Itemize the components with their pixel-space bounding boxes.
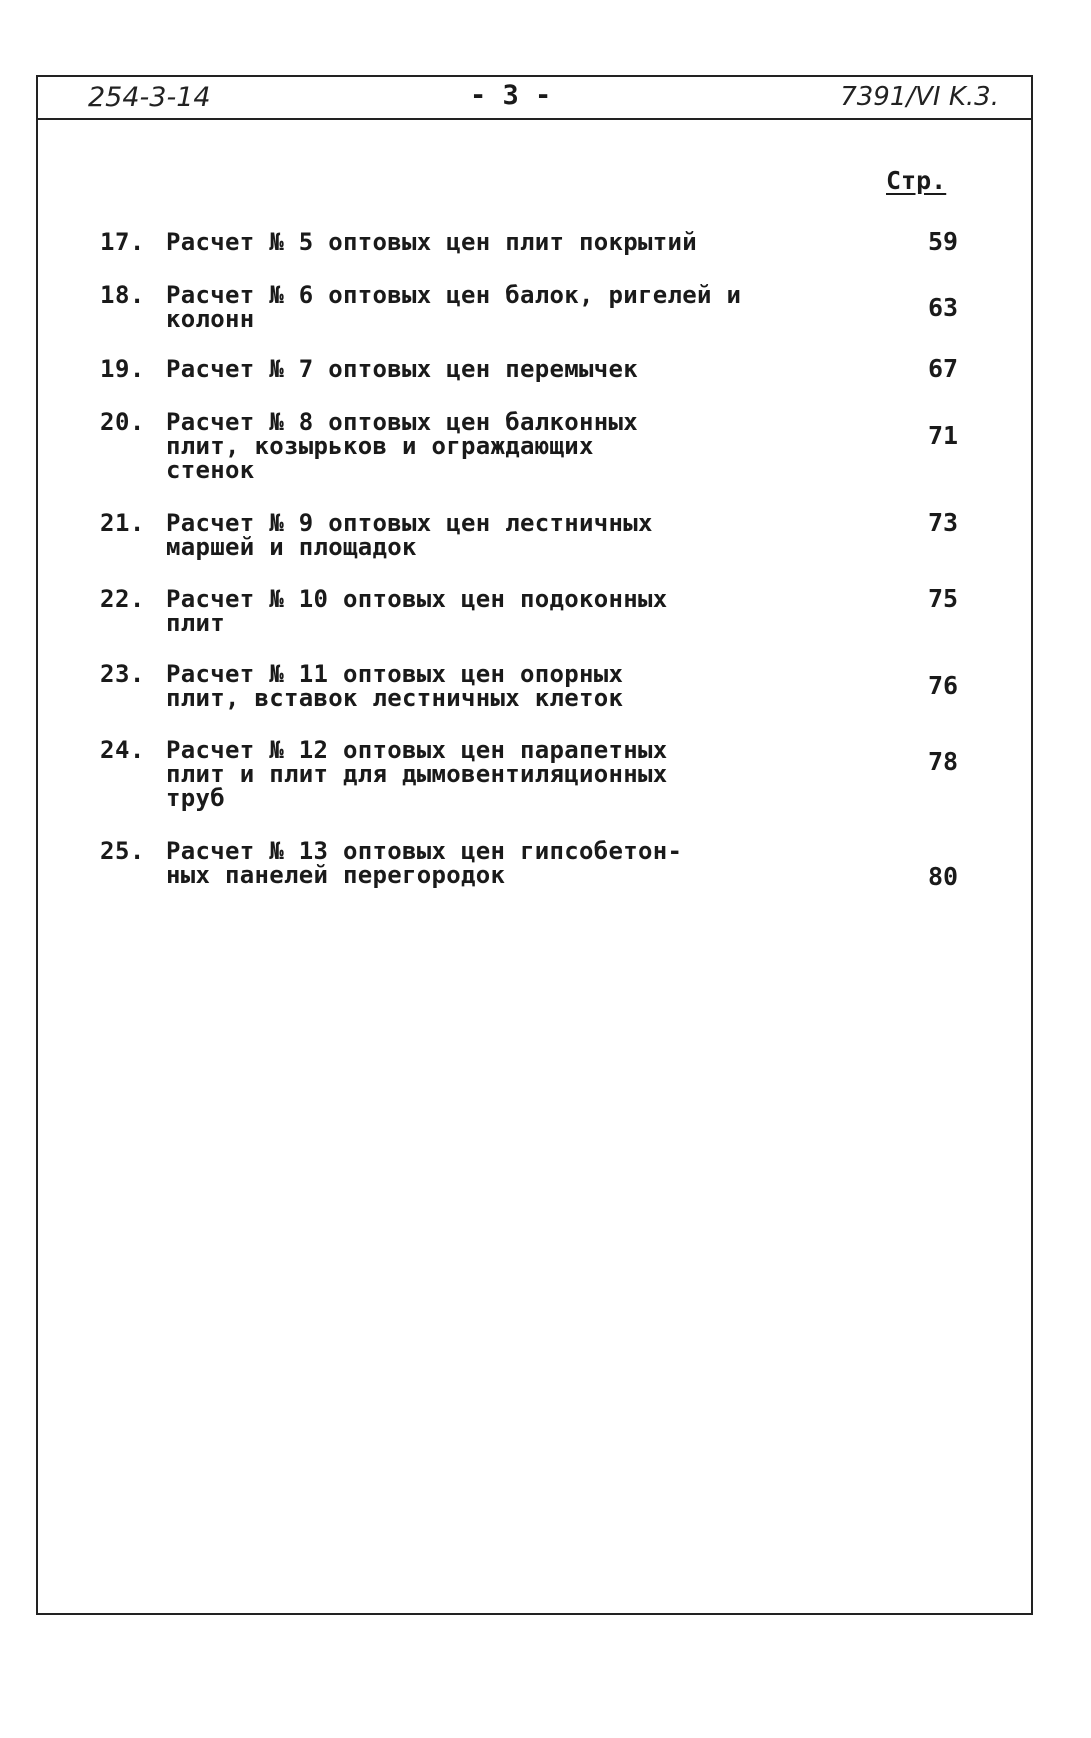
document-code: 254-3-14	[88, 82, 211, 113]
toc-item-number: 24.	[100, 736, 145, 764]
toc-item-page: 73	[928, 508, 959, 537]
toc-item-line: плит	[166, 609, 225, 637]
toc-item-line: плит, вставок лестничных клеток	[166, 684, 624, 712]
toc-item-line: Расчет № 5 оптовых цен плит покрытий	[166, 228, 697, 256]
toc-item-line: плит, козырьков и ограждающих	[166, 432, 594, 460]
toc-item-page: 71	[928, 421, 959, 450]
toc-item-title	[166, 662, 786, 710]
toc-item-number: 20.	[100, 408, 145, 436]
toc-item-line: Расчет № 10 оптовых цен подоконных	[166, 585, 668, 613]
toc-item-line: ных панелей перегородок	[166, 861, 506, 889]
toc-item-title	[166, 230, 786, 254]
toc-item-line: маршей и площадок	[166, 533, 417, 561]
toc-item-title	[166, 283, 786, 331]
toc-item-line: Расчет № 12 оптовых цен парапетных	[166, 736, 668, 764]
toc-item-number: 19.	[100, 355, 145, 383]
toc-item-page: 63	[928, 293, 959, 322]
toc-item-page: 78	[928, 747, 959, 776]
toc-item-page: 75	[928, 584, 959, 613]
page-column-header: Стр.	[886, 166, 947, 195]
header-divider	[36, 118, 1033, 120]
toc-item-title	[166, 839, 786, 887]
toc-item-line: Расчет № 13 оптовых цен гипсобетон-	[166, 837, 683, 865]
toc-item-line: Расчет № 9 оптовых цен лестничных	[166, 509, 653, 537]
toc-item-number: 22.	[100, 585, 145, 613]
toc-item-page: 80	[928, 862, 959, 891]
toc-item-number: 25.	[100, 837, 145, 865]
toc-item-number: 18.	[100, 281, 145, 309]
toc-item-title	[166, 738, 786, 810]
toc-item-line: Расчет № 11 оптовых цен опорных	[166, 660, 624, 688]
archive-code: 7391/VI K.3.	[840, 82, 999, 112]
toc-item-title	[166, 410, 786, 482]
toc-item-page: 76	[928, 671, 959, 700]
toc-item-title	[166, 357, 786, 381]
toc-item-line: стенок	[166, 456, 255, 484]
page-number: - 3 -	[470, 80, 552, 111]
toc-item-line: Расчет № 6 оптовых цен балок, ригелей и	[166, 281, 742, 309]
toc-item-title	[166, 587, 786, 635]
toc-item-line: Расчет № 8 оптовых цен балконных	[166, 408, 638, 436]
toc-item-number: 21.	[100, 509, 145, 537]
toc-item-line: колонн	[166, 305, 255, 333]
toc-item-page: 67	[928, 354, 959, 383]
toc-item-line: плит и плит для дымовентиляционных	[166, 760, 668, 788]
toc-item-number: 17.	[100, 228, 145, 256]
toc-item-line: труб	[166, 784, 225, 812]
toc-item-line: Расчет № 7 оптовых цен перемычек	[166, 355, 638, 383]
toc-item-number: 23.	[100, 660, 145, 688]
toc-item-page: 59	[928, 227, 959, 256]
toc-item-title	[166, 511, 786, 559]
